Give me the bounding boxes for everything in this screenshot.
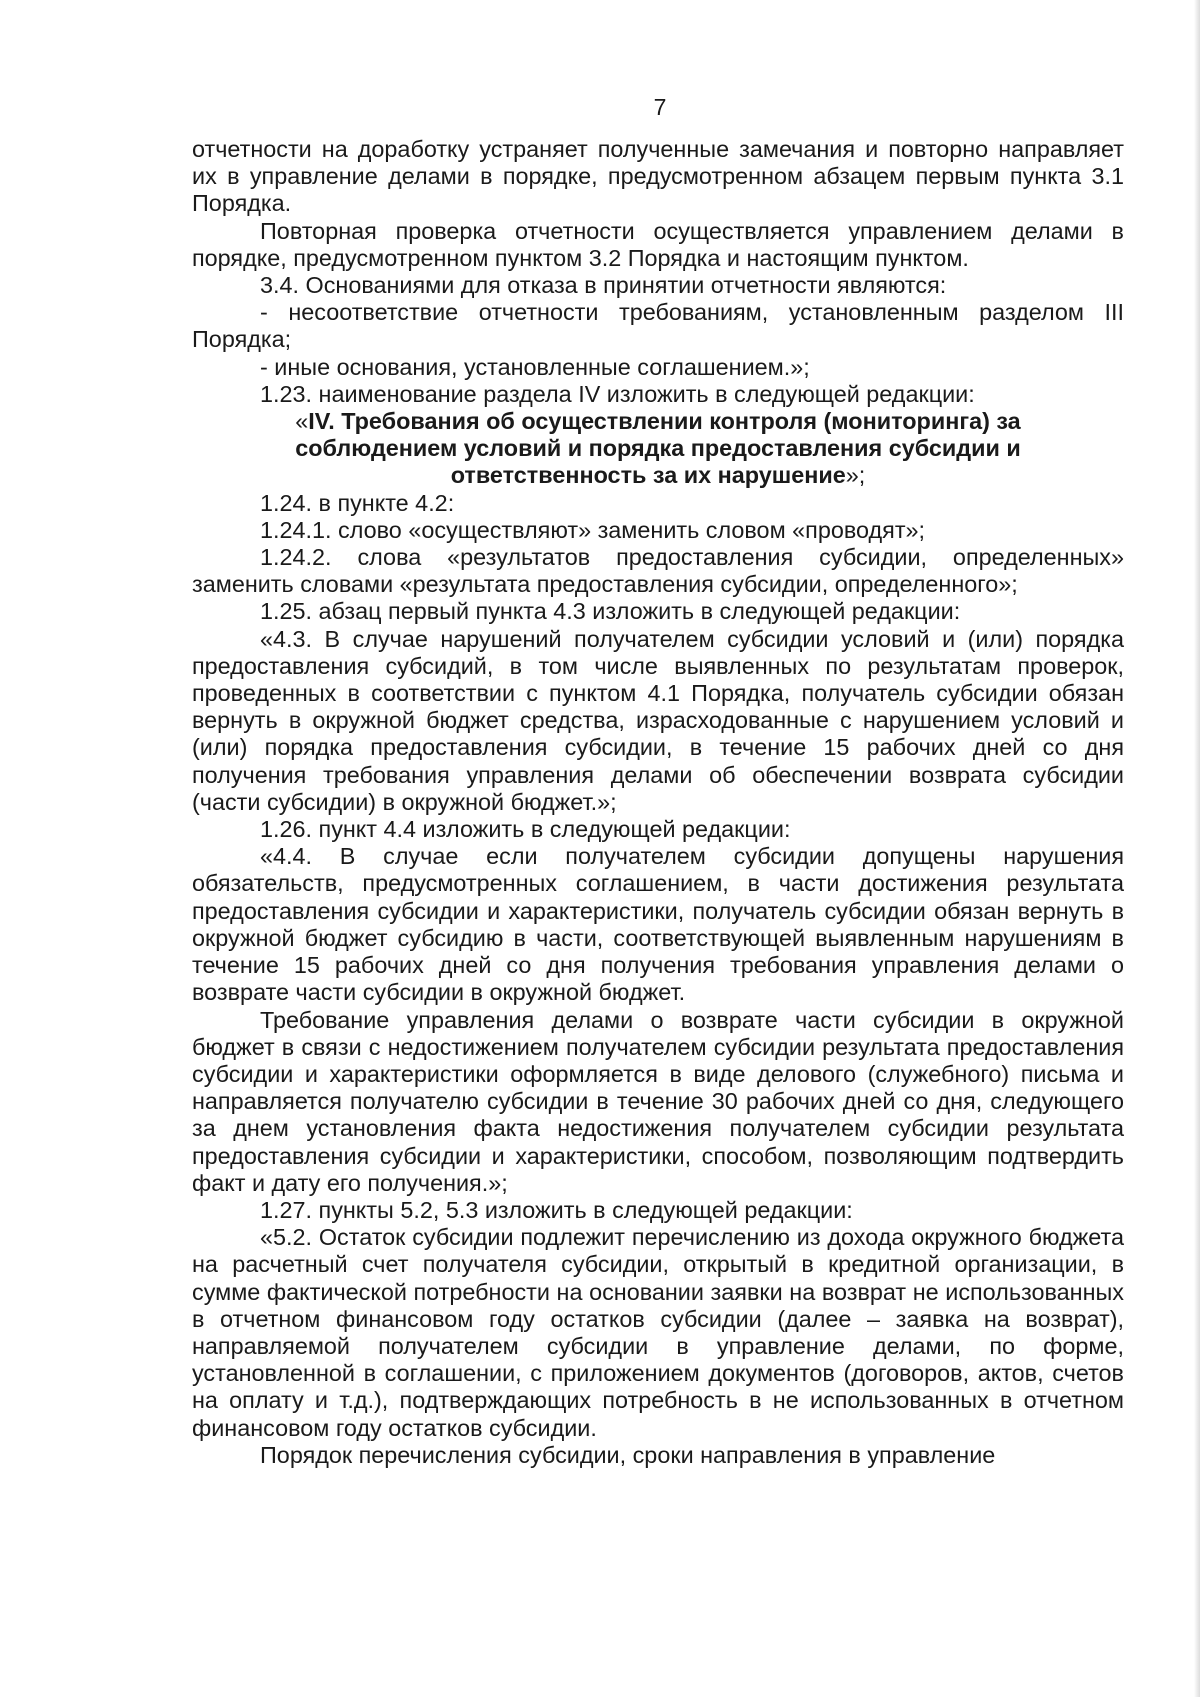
heading-close: »; bbox=[845, 462, 866, 489]
page-number: 7 bbox=[653, 94, 667, 120]
heading-open-quote: « bbox=[295, 408, 309, 435]
paragraph: «4.4. В случае если получателем субсидии допущены нарушения обязательств, предусмотренных соглашением, в части достижения результата предоставления субсидии и характеристики, получатель субсидии обязан вернуть в окружной бюджет субсидию в части, соответствующей выявленным нарушениям в течение 15 рабочих дней со дня получения требования управления делами о возврате части субсидии в окружной бюджет. bbox=[192, 843, 1124, 1006]
paragraph: Повторная проверка отчетности осуществляется управлением делами в порядке, предусмотренном пунктом 3.2 Порядка и настоящим пунктом. bbox=[192, 217, 1124, 271]
paragraph: 1.23. наименование раздела IV изложить в следующей редакции: bbox=[260, 380, 975, 407]
paragraph: - несоответствие отчетности требованиям, установленным разделом III Порядка; bbox=[192, 299, 1124, 353]
paragraph: Требование управления делами о возврате части субсидии в окружной бюджет в связи с недостижением получателем субсидии результата предоставления субсидии и характеристики оформляется в виде делового (служебного) письма и направляется получателю субсидии в течение 30 рабочих дней со дня, следующего за днем установления факта недостижения получателем субсидии результата предоставления субсидии и характеристики, способом, позволяющим подтвердить факт и дату его получения.»; bbox=[192, 1006, 1124, 1196]
paragraph: 1.25. абзац первый пункта 4.3 изложить в следующей редакции: bbox=[260, 598, 961, 625]
section-heading bbox=[192, 408, 1124, 490]
paragraph: «4.3. В случае нарушений получателем субсидии условий и (или) порядка предоставления субсидий, в том числе выявленных по результатам проверок, проведенных в соответствии с пунктом 4.1 Порядка, получатель субсидии обязан вернуть в окружной бюджет средства, израсходованные с нарушением условий и (или) порядка предоставления субсидии, в течение 15 рабочих дней со дня получения требования управления делами об обеспечении возврата субсидии (части субсидии) в окружной бюджет.»; bbox=[192, 625, 1124, 815]
paragraph: 1.24.2. слова «результатов предоставления субсидии, определенных» заменить словами «результата предоставления субсидии, определенного»; bbox=[192, 544, 1124, 598]
paragraph: - иные основания, установленные соглашением.»; bbox=[260, 353, 810, 380]
page-edge-shadow bbox=[1194, 0, 1200, 1697]
paragraph: «5.2. Остаток субсидии подлежит перечислению из дохода окружного бюджета на расчетный счет получателя субсидии, открытый в кредитной организации, в сумме фактической потребности на основании заявки на возврат не использованных в отчетном финансовом году остатков субсидии (далее – заявка на возврат), направляемой получателем субсидии в управление делами, по форме, установленной в соглашении, с приложением документов (договоров, актов, счетов на оплату и т.д.), подтверждающих потребность в не использованных в отчетном финансовом году остатков субсидии. bbox=[192, 1224, 1124, 1441]
paragraph: 1.27. пункты 5.2, 5.3 изложить в следующей редакции: bbox=[260, 1196, 853, 1223]
paragraph: 1.24. в пункте 4.2: bbox=[260, 489, 455, 516]
heading-bold-text: IV. Требования об осуществлении контроля (мониторинга) за соблюдением условий и порядка предоставления субсидии и ответственность за их нарушение bbox=[295, 408, 1021, 489]
paragraph: отчетности на доработку устраняет полученные замечания и повторно направляет их в управление делами в порядке, предусмотренном абзацем первым пункта 3.1 Порядка. bbox=[192, 136, 1124, 217]
document-body bbox=[192, 136, 1124, 1469]
paragraph: Порядок перечисления субсидии, сроки направления в управление bbox=[260, 1441, 996, 1468]
paragraph: 1.26. пункт 4.4 изложить в следующей редакции: bbox=[260, 816, 791, 843]
paragraph: 1.24.1. слово «осуществляют» заменить словом «проводят»; bbox=[260, 516, 926, 543]
paragraph: 3.4. Основаниями для отказа в принятии отчетности являются: bbox=[260, 272, 947, 299]
